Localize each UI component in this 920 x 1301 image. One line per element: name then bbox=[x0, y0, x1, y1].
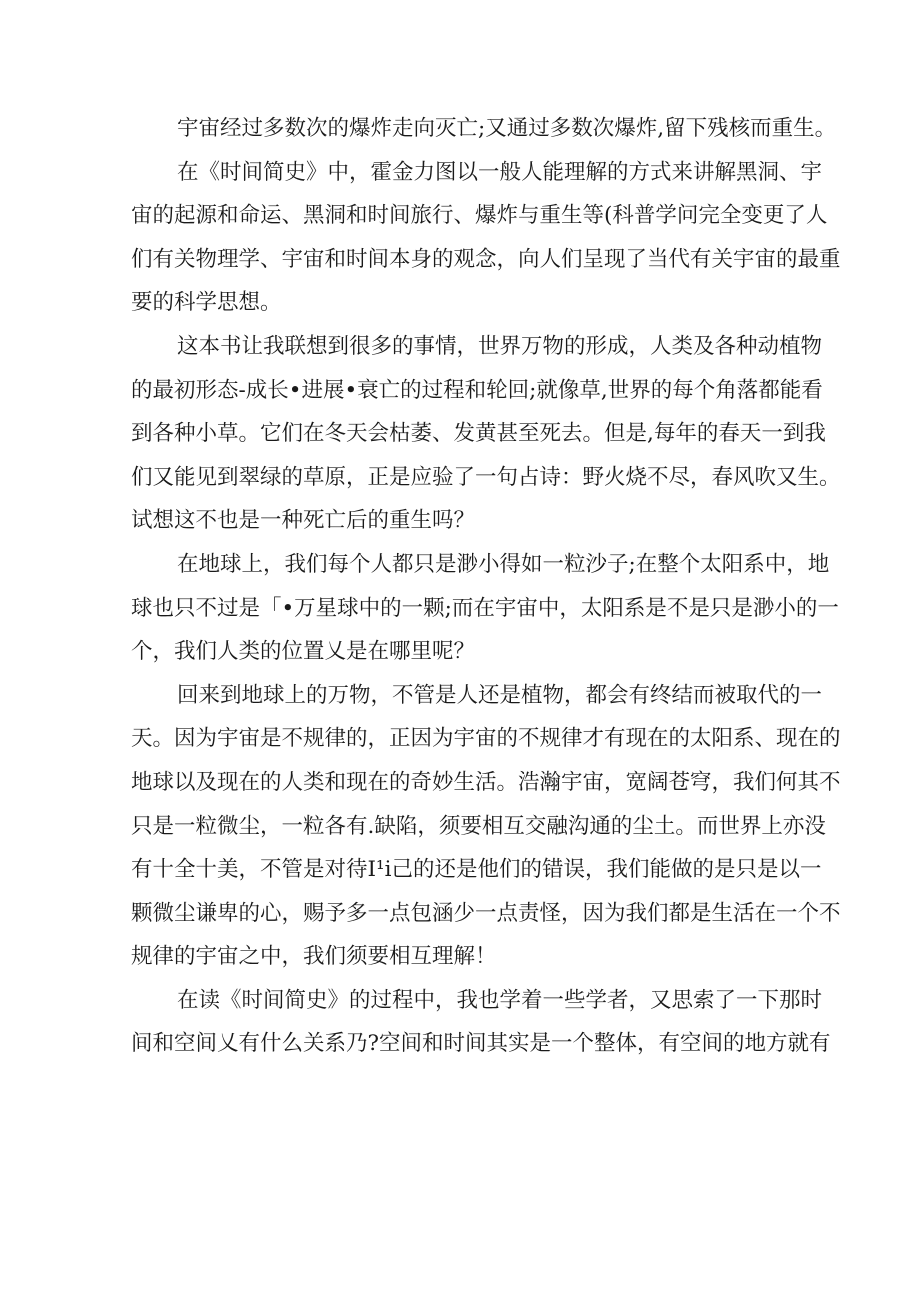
text-line: 宙的起源和命运、黑洞和时间旅行、爆炸与重生等(科普学问完全变更了人 bbox=[131, 203, 828, 229]
text-line: 规律的宇宙之中，我们须要相互理解！ bbox=[131, 944, 497, 970]
text-line: 在地球上，我们每个人都只是渺小得如一粒沙子;在整个太阳系中，地 bbox=[177, 551, 830, 577]
text-line: 在《时间简史》中，霍金力图以一般人能理解的方式来讲解黑洞、宇 bbox=[177, 159, 823, 185]
text-line: 的最初形态-成长•进展•衰亡的过程和轮回;就像草,世界的每个角落都能看 bbox=[131, 377, 823, 403]
text-line: 宇宙经过多数次的爆炸走向灭亡;又通过多数次爆炸,留下残核而重生。 bbox=[177, 116, 837, 141]
text-line: 们又能见到翠绿的草原，正是应验了一句占诗：野火烧不尽，春风吹又生。 bbox=[131, 464, 841, 490]
text-line: 到各种小草。它们在冬天会枯萎、发黄甚至死去。但是,每年的春天一到我 bbox=[131, 421, 826, 447]
text-line: 天。因为宇宙是不规律的，正因为宇宙的不规律才有现在的太阳系、现在的 bbox=[131, 726, 841, 752]
text-line: 颗微尘谦卑的心，赐予多一点包涵少一点责怪，因为我们都是生活在一个不 bbox=[131, 900, 841, 926]
text-line: 回来到地球上的万物，不管是人还是植物，都会有终结而被取代的一 bbox=[177, 682, 823, 708]
text-line: 间和空间乂有什么关系乃?空间和时间其实是一个整体，有空间的地方就有 bbox=[131, 1031, 831, 1057]
text-line: 要的科学思想。 bbox=[131, 290, 282, 316]
document-body bbox=[131, 111, 841, 1070]
text-line: 球也只不过是「•万星球中的一颗;而在宇宙中，太阳系是不是只是渺小的一 bbox=[131, 595, 839, 621]
text-line: 个，我们人类的位置乂是在哪里呢？ bbox=[131, 639, 476, 665]
text-line: 在读《时间简史》的过程中，我也学着一些学者，又思索了一下那时 bbox=[177, 987, 823, 1013]
text-line: 只是一粒微尘，一粒各有.缺陷，须要相互交融沟通的尘土。而世界上亦没 bbox=[131, 813, 826, 839]
text-line: 这本书让我联想到很多的事情，世界万物的形成，人类及各种动植物 bbox=[177, 333, 823, 359]
text-line: 们有关物理学、宇宙和时间本身的观念，向人们呈现了当代有关宇宙的最重 bbox=[131, 246, 841, 272]
text-line: 试想这不也是一种死亡后的重生吗？ bbox=[131, 508, 476, 534]
text-line: 有十全十美，不管是对待I¹i己的还是他们的错误，我们能做的是只是以一 bbox=[131, 857, 822, 883]
text-line: 地球以及现在的人类和现在的奇妙生活。浩瀚宇宙，宽阔苍穹，我们何其不 bbox=[131, 769, 841, 795]
